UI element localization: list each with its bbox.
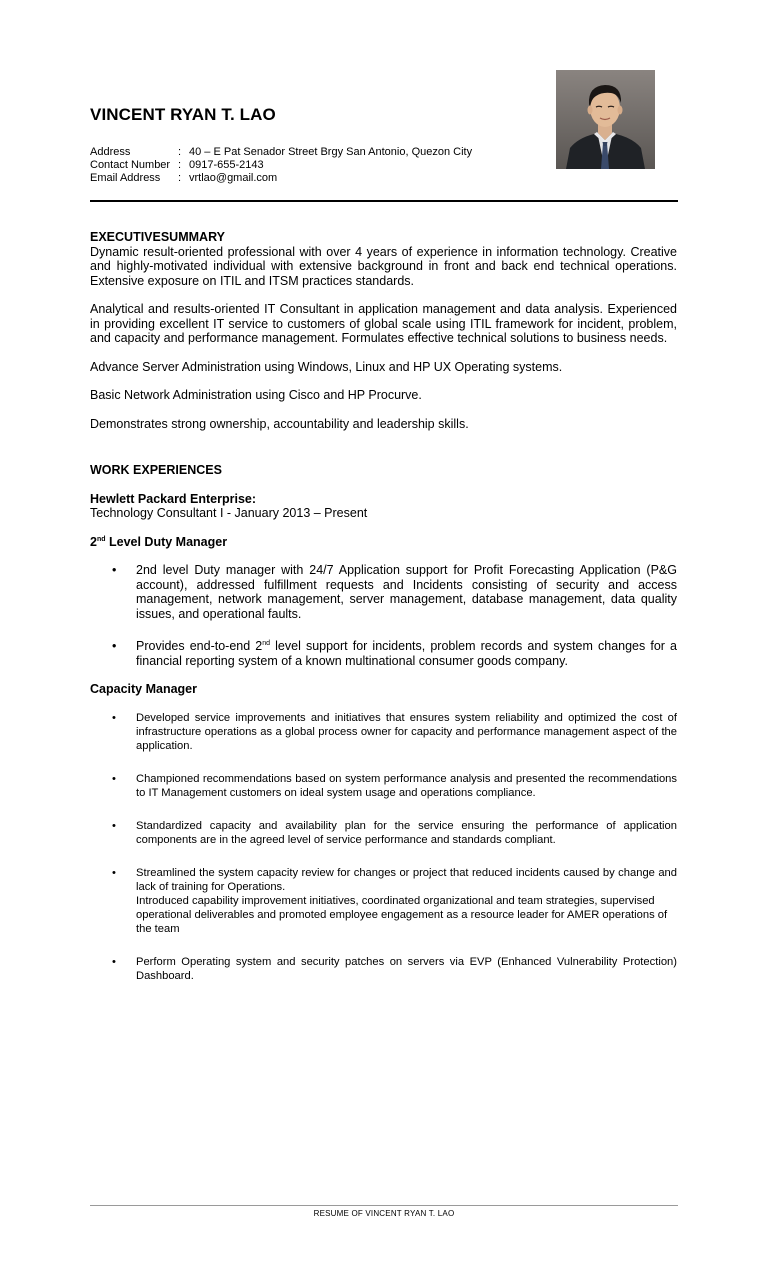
list-item-extra-text: Introduced capability improvement initiatives, coordinated organizational and team strategies, supervised operational deliverables and promoted employee engagement as a resource leader for AMER operations of the team [136,894,668,935]
list-item-text: Standardized capacity and availability plan for the service ensuring the performance of application components are in the agreed level of service performance and standards compliant. [136,819,677,846]
bullet-icon: • [112,639,117,653]
list-item [90,955,677,983]
profile-photo [556,70,655,169]
capacity-bullets-wrapper [90,711,677,983]
contact-value: 0917-655-2143 [189,159,264,171]
contact-block [90,146,472,185]
list-item-text: Perform Operating system and security patches on servers via EVP (Enhanced Vulnerability Protection) Dashboard. [136,955,677,982]
duty-title-number: 2 [90,534,97,549]
summary-paragraph: Dynamic result-oriented professional with over 4 years of experience in information technology. Creative and highly-motivated individual with extensive background in front and back end technical operations. Extensive exposure on ITIL and ITSM practices standards. [90,244,677,288]
bullet-icon: • [112,563,117,577]
profile-photo-image [556,70,655,169]
list-item [90,711,677,753]
contact-separator: : [178,159,182,171]
duty-title-superscript: nd [96,535,106,543]
resume-content [90,230,677,983]
bullet-icon: • [112,819,116,832]
list-item-text: 2nd level Duty manager with 24/7 Application support for Profit Forecasting Application (P&G account), addressed fulfillment requests and Incidents consisting of security and access management, network management, server management, database management, data quality issues, and operational faults. [136,563,677,621]
work-experiences-heading: WORK EXPERIENCES [90,463,222,477]
duty-title-text: Level Duty Manager [105,534,228,549]
capacity-bullet-list [90,711,677,983]
page-footer: RESUME OF VINCENT RYAN T. LAO [313,1209,455,1218]
list-item-text-post: level support for incidents, problem records and system changes for a financial reporting system of a known multinational consumer goods company. [136,639,677,668]
bullet-icon: • [112,772,116,785]
contact-separator: : [178,146,182,158]
list-item [90,866,677,936]
contact-row-phone [90,159,472,172]
candidate-name: VINCENT RYAN T. LAO [90,105,276,124]
list-item [90,819,677,847]
contact-label: Contact Number [90,159,171,171]
list-item-text: Championed recommendations based on system performance analysis and presented the recommendations to IT Management customers on ideal system usage and operations compliance. [136,772,677,799]
contact-label: Address [90,146,131,158]
footer-divider [90,1205,678,1206]
bullet-icon: • [112,866,116,879]
position-title: Technology Consultant I - January 2013 – Present [90,506,368,520]
contact-value: vrtlao@gmail.com [189,172,278,184]
contact-value: 40 – E Pat Senador Street Brgy San Antonio, Quezon City [189,146,473,158]
list-item [90,639,677,668]
capacity-manager-title: Capacity Manager [90,682,197,696]
list-item [90,772,677,800]
contact-label: Email Address [90,172,161,184]
contact-row-address [90,146,472,159]
summary-paragraph: Advance Server Administration using Windows, Linux and HP UX Operating systems. [90,359,563,374]
list-item-text: Streamlined the system capacity review for changes or project that reduced incidents caused by change and lack of training for Operations. [136,866,677,893]
bullet-icon: • [112,955,116,968]
contact-separator: : [178,172,182,184]
company-name: Hewlett Packard Enterprise: [90,491,257,506]
executive-summary-heading: EXECUTIVESUMMARY [90,230,225,244]
duty-manager-title [90,535,677,550]
list-item [90,563,677,621]
list-item-superscript: nd [262,639,271,647]
summary-paragraph: Basic Network Administration using Cisco and HP Procurve. [90,388,422,402]
list-item-text: Developed service improvements and initiatives that ensures system reliability and optimized the cost of infrastructure operations as a global process owner for capacity and performance management aspect of the application. [136,711,677,752]
summary-paragraph: Analytical and results-oriented IT Consultant in application management and data analysis. Experienced in providing excellent IT service to customers of global scale using ITIL framework for incident, problem, and capacity and performance management. Formulates effective technical solutions to business needs. [90,302,677,345]
list-item-text-pre: Provides end-to-end 2 [136,639,263,653]
contact-row-email [90,172,472,185]
summary-paragraph: Demonstrates strong ownership, accountability and leadership skills. [90,416,469,431]
header-divider [90,200,678,202]
duty-bullet-list [90,563,677,668]
bullet-icon: • [112,711,116,724]
